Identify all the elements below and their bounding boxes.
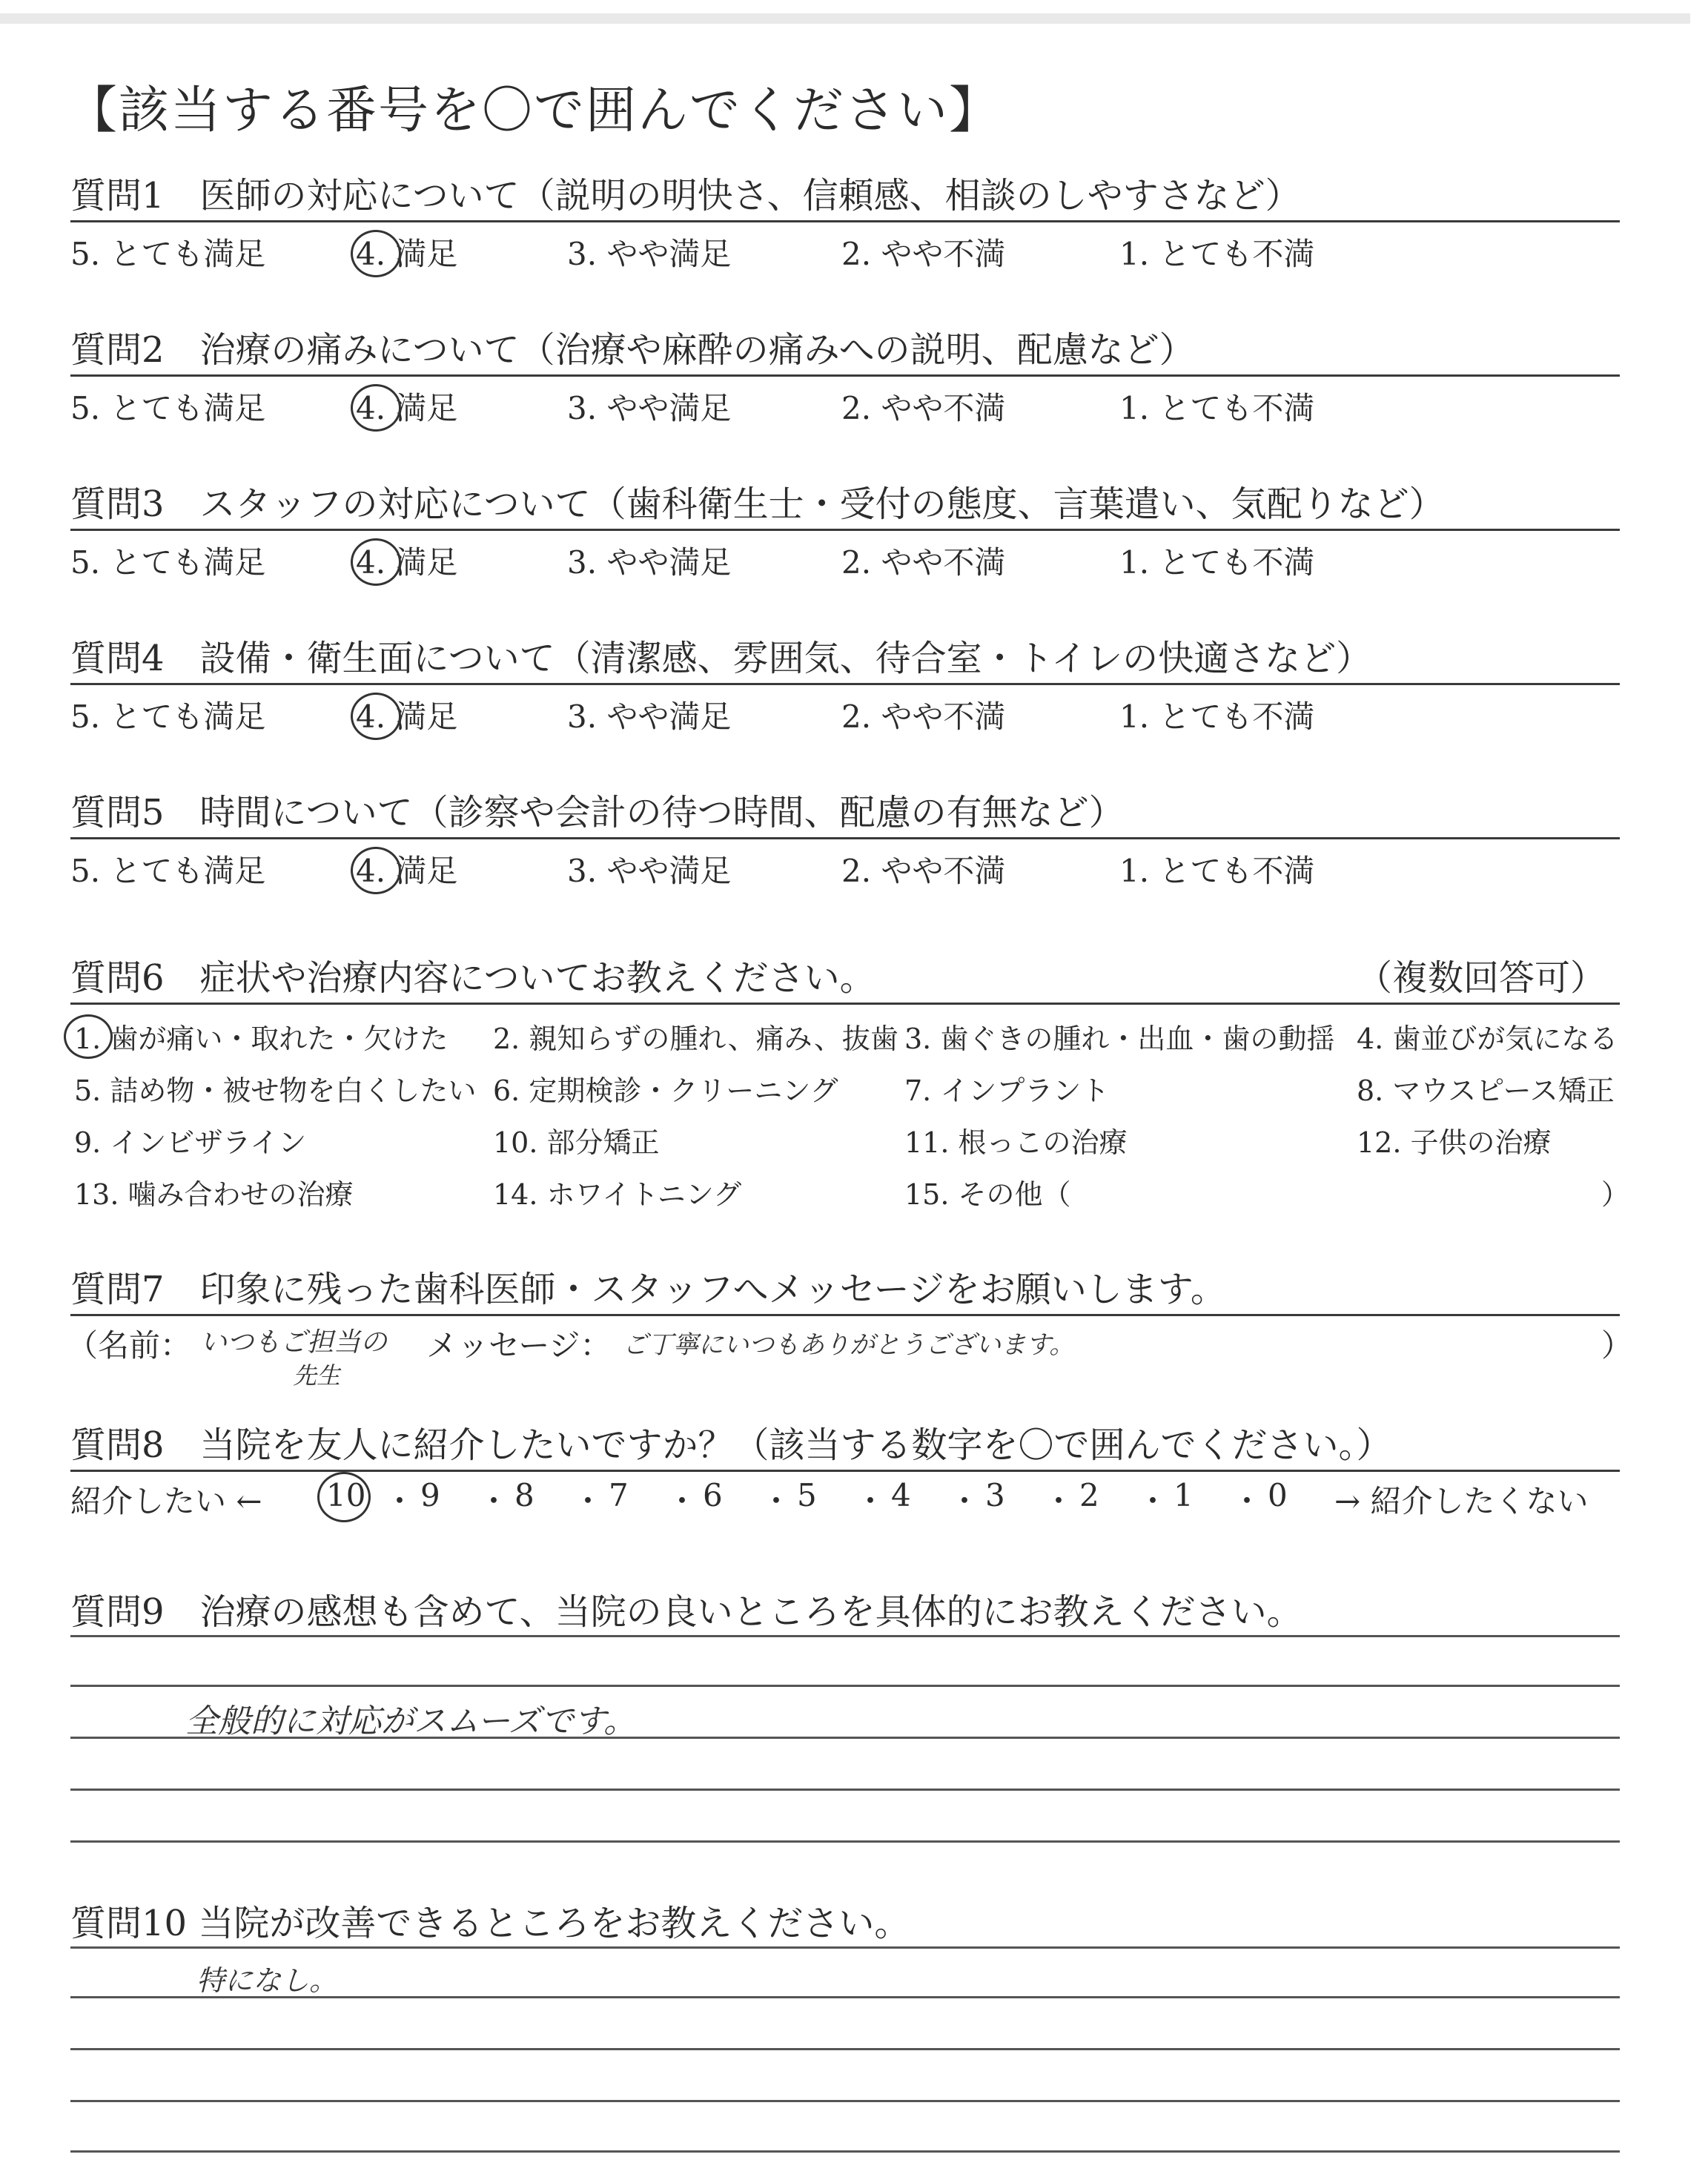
q6-option-5[interactable]: 5. 詰め物・被せ物を白くしたい xyxy=(74,1074,477,1107)
q6-option-2[interactable]: 2. 親知らずの腫れ、痛み、抜歯 xyxy=(493,1023,898,1055)
q3-label: 質問3 スタッフの対応について（歯科衛生士・受付の態度、言葉遣い、気配りなど） xyxy=(70,483,1445,525)
q2-selected-circle xyxy=(351,384,401,432)
q6-option-13[interactable]: 13. 噛み合わせの治療 xyxy=(74,1178,354,1211)
q6-option-12[interactable]: 12. 子供の治療 xyxy=(1357,1126,1552,1159)
q3-option-2[interactable]: 2. やや不満 xyxy=(841,544,1006,581)
q8-scale-7[interactable]: 7 xyxy=(609,1477,629,1513)
q8-scale-0[interactable]: 0 xyxy=(1268,1477,1288,1513)
q8-separator: ・ xyxy=(1231,1483,1263,1519)
q8-separator: ・ xyxy=(384,1483,416,1519)
q8-right-label: → 紹介したくない xyxy=(1334,1483,1589,1519)
page-title: 【該当する番号を〇で囲んでください】 xyxy=(67,82,1002,140)
q2-option-2[interactable]: 2. やや不満 xyxy=(841,390,1006,426)
q9-line-5 xyxy=(70,1840,1620,1843)
q8-separator: ・ xyxy=(761,1483,792,1519)
scan-edge xyxy=(0,13,1690,24)
q4-option-4[interactable]: 4. 満足 xyxy=(356,698,458,735)
q6-option-3[interactable]: 3. 歯ぐきの腫れ・出血・歯の動揺 xyxy=(904,1023,1335,1055)
q2-option-5[interactable]: 5. とても満足 xyxy=(70,390,266,426)
q8-separator: ・ xyxy=(855,1483,887,1519)
q8-separator: ・ xyxy=(949,1483,981,1519)
q8-scale-3[interactable]: 3 xyxy=(985,1477,1005,1513)
q6-selected-circle xyxy=(64,1014,113,1059)
q3-option-1[interactable]: 1. とても不満 xyxy=(1119,544,1315,581)
q7-rule xyxy=(70,1314,1620,1316)
q7-close: ） xyxy=(1601,1327,1633,1364)
q9-handwritten-answer: 全般的に対応がスムーズです。 xyxy=(185,1702,637,1740)
q6-option-1[interactable]: 1. 歯が痛い・取れた・欠けた xyxy=(74,1023,448,1055)
q6-rule xyxy=(70,1003,1620,1005)
q6-note: （複数回答可） xyxy=(1357,957,1606,999)
q1-rule xyxy=(70,220,1620,222)
q4-selected-circle xyxy=(351,693,401,740)
q5-option-2[interactable]: 2. やや不満 xyxy=(841,853,1006,889)
q10-handwritten-answer: 特になし。 xyxy=(196,1964,338,1997)
q10-line-3 xyxy=(70,2048,1620,2050)
q2-option-1[interactable]: 1. とても不満 xyxy=(1119,390,1315,426)
q6-option-7[interactable]: 7. インプラント xyxy=(904,1074,1110,1107)
q8-scale-5[interactable]: 5 xyxy=(797,1477,817,1513)
q4-option-5[interactable]: 5. とても満足 xyxy=(70,698,266,735)
q9-line-1 xyxy=(70,1635,1620,1637)
q6-option-9[interactable]: 9. インビザライン xyxy=(74,1126,307,1159)
q6-option-4[interactable]: 4. 歯並びが気になる xyxy=(1357,1023,1618,1055)
q1-option-3[interactable]: 3. やや満足 xyxy=(567,236,732,272)
q4-option-2[interactable]: 2. やや不満 xyxy=(841,698,1006,735)
q6-option-16: ） xyxy=(1601,1178,1630,1211)
q6-option-11[interactable]: 11. 根っこの治療 xyxy=(904,1126,1128,1159)
q8-rule xyxy=(70,1470,1620,1472)
q3-selected-circle xyxy=(351,538,401,586)
q7-name-label: （名前： xyxy=(67,1327,192,1364)
q7-message-handwritten: ご丁寧にいつもありがとうございます。 xyxy=(623,1330,1075,1360)
q10-line-1 xyxy=(70,1946,1620,1949)
q2-rule xyxy=(70,374,1620,377)
q6-option-15[interactable]: 15. その他（ xyxy=(904,1178,1071,1211)
q8-scale-1[interactable]: 1 xyxy=(1174,1477,1194,1513)
q1-option-4[interactable]: 4. 満足 xyxy=(356,236,458,272)
q8-left-label: 紹介したい ← xyxy=(70,1483,262,1519)
q8-scale-4[interactable]: 4 xyxy=(891,1477,911,1513)
q6-label: 質問6 症状や治療内容についてお教えください。 xyxy=(70,957,875,999)
q5-selected-circle xyxy=(351,847,401,894)
q6-option-8[interactable]: 8. マウスピース矯正 xyxy=(1357,1074,1615,1107)
q2-option-3[interactable]: 3. やや満足 xyxy=(567,390,732,426)
q8-separator: ・ xyxy=(1043,1483,1075,1519)
q1-selected-circle xyxy=(351,230,401,277)
q4-option-1[interactable]: 1. とても不満 xyxy=(1119,698,1315,735)
q8-separator: ・ xyxy=(478,1483,510,1519)
q8-scale-10[interactable]: 10 xyxy=(326,1477,366,1513)
q2-option-4[interactable]: 4. 満足 xyxy=(356,390,458,426)
q8-label: 質問8 当院を友人に紹介したいですか？（該当する数字を〇で囲んでください。） xyxy=(70,1424,1392,1466)
q8-scale-2[interactable]: 2 xyxy=(1079,1477,1099,1513)
q7-name-handwritten-2: 先生 xyxy=(293,1361,341,1390)
q8-scale-8[interactable]: 8 xyxy=(514,1477,534,1513)
q8-selected-circle xyxy=(317,1472,371,1522)
q10-label: 質問10 当院が改善できるところをお教えください。 xyxy=(70,1903,910,1944)
q3-option-5[interactable]: 5. とても満足 xyxy=(70,544,266,581)
q7-message-label: メッセージ： xyxy=(426,1327,612,1364)
q6-option-6[interactable]: 6. 定期検診・クリーニング xyxy=(493,1074,838,1107)
q6-option-10[interactable]: 10. 部分矯正 xyxy=(493,1126,660,1159)
q5-option-4[interactable]: 4. 満足 xyxy=(356,853,458,889)
q3-option-4[interactable]: 4. 満足 xyxy=(356,544,458,581)
q5-option-5[interactable]: 5. とても満足 xyxy=(70,853,266,889)
q1-label: 質問1 医師の対応について（説明の明快さ、信頼感、相談のしやすさなど） xyxy=(70,175,1301,217)
q9-line-2 xyxy=(70,1685,1620,1687)
q8-separator: ・ xyxy=(572,1483,604,1519)
q10-line-4 xyxy=(70,2100,1620,2102)
q6-option-14[interactable]: 14. ホワイトニング xyxy=(493,1178,742,1211)
q5-option-3[interactable]: 3. やや満足 xyxy=(567,853,732,889)
q7-label: 質問7 印象に残った歯科医師・スタッフへメッセージをお願いします。 xyxy=(70,1269,1226,1310)
q8-scale-9[interactable]: 9 xyxy=(420,1477,440,1513)
q1-option-2[interactable]: 2. やや不満 xyxy=(841,236,1006,272)
q8-scale-6[interactable]: 6 xyxy=(703,1477,723,1513)
q8-separator: ・ xyxy=(666,1483,698,1519)
q4-label: 質問4 設備・衛生面について（清潔感、雰囲気、待合室・トイレの快適さなど） xyxy=(70,638,1372,679)
q3-rule xyxy=(70,529,1620,531)
q1-option-1[interactable]: 1. とても不満 xyxy=(1119,236,1315,272)
q9-label: 質問9 治療の感想も含めて、当院の良いところを具体的にお教えください。 xyxy=(70,1591,1302,1633)
q5-option-1[interactable]: 1. とても不満 xyxy=(1119,853,1315,889)
q9-line-4 xyxy=(70,1789,1620,1791)
q5-rule xyxy=(70,837,1620,839)
q4-option-3[interactable]: 3. やや満足 xyxy=(567,698,732,735)
q10-line-5 xyxy=(70,2150,1620,2153)
q4-rule xyxy=(70,683,1620,685)
q1-option-5[interactable]: 5. とても満足 xyxy=(70,236,266,272)
q7-name-handwritten: いつもご担当の xyxy=(200,1327,388,1358)
q5-label: 質問5 時間について（診察や会計の待つ時間、配慮の有無など） xyxy=(70,792,1125,833)
q8-separator: ・ xyxy=(1137,1483,1169,1519)
q2-label: 質問2 治療の痛みについて（治療や麻酔の痛みへの説明、配慮など） xyxy=(70,329,1195,371)
q3-option-3[interactable]: 3. やや満足 xyxy=(567,544,732,581)
